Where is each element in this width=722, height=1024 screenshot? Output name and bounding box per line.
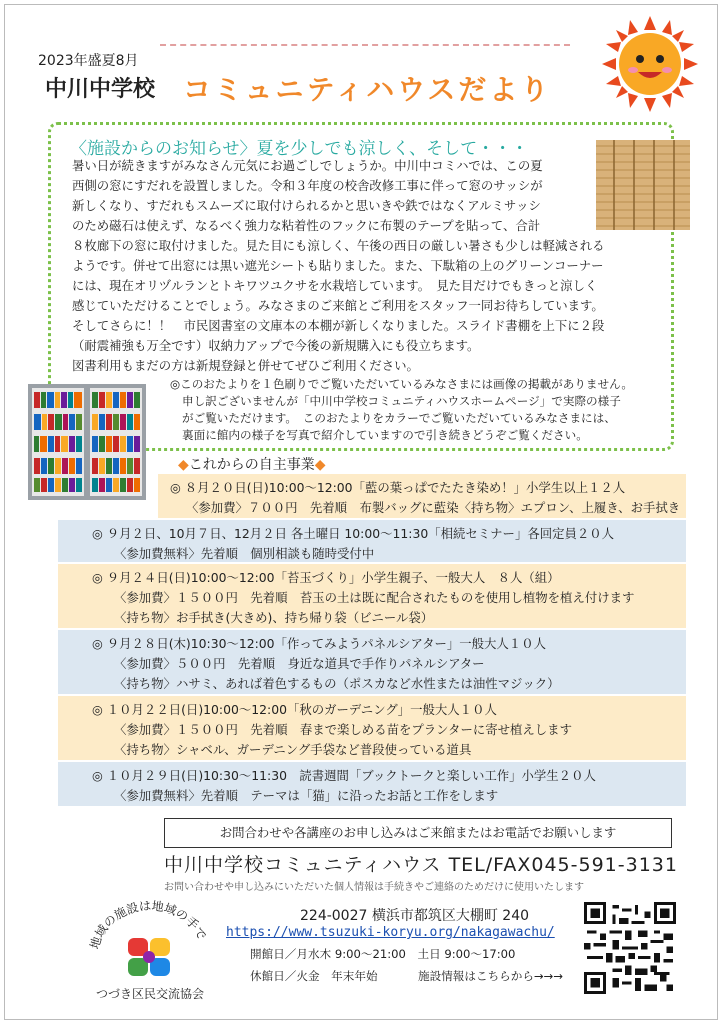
decorative-wave [160, 44, 570, 52]
notice-line: 暑い日が続きますがみなさん元気にお過ごしでしょうか。中川中コミハでは、この夏 [72, 158, 543, 173]
school-name: 中川中学校 [45, 77, 156, 102]
event-title: ◎ １０月２９日(日)10:30～11:30 読書週間「ブックトークと楽しい工作」小学生２０人 [92, 768, 596, 783]
website-link[interactable]: https://www.tsuzuki-koryu.org/nakagawachu/ [226, 925, 555, 940]
notice-line: には、現在オリヅルランとトキワツユクサを水栽培しています。 見た目だけでもきっと涼しく [72, 278, 598, 293]
opening-hours: 開館日／月水木 9:00～21:00 土日 9:00～17:00 [250, 947, 516, 961]
notice-line: ようです。併せて出窓には黒い遮光シートも貼りました。また、下駄箱の上のグリーンコーナー [72, 258, 604, 273]
privacy-note: お問い合わせや申し込みにいただいた個人情報は手続きやご連絡のためだけに使用いたします [164, 882, 584, 893]
event-title: ◎ ９月２日、10月７日、12月２日 各土曜日 10:00～11:30「相続セミナー」各回定員２０人 [92, 526, 615, 541]
contact-instructions: お問合わせや各講座のお申し込みはご来館またはお電話でお願いします [164, 818, 672, 848]
notice-line: 新しくなり、すだれもスムーズに取付けられるかと思いきや鉄ではなくアルミサッシ [72, 198, 541, 213]
qr-code[interactable] [584, 902, 676, 994]
facility-phone: 中川中学校コミュニティハウス TEL/FAX045-591-3131 [164, 854, 678, 876]
address: 224-0027 横浜市都筑区大棚町 240 [300, 908, 530, 924]
notice-line: （耐震補強も万全です）収納力アップで今後の新規購入にも役立ちます。 [72, 338, 480, 353]
facility-info-pointer: 施設情報はこちらから→→→ [418, 969, 564, 983]
association-logo [84, 898, 216, 1008]
event-detail: 〈参加費無料〉先着順 テーマは「猫」に沿ったお話と工作をします [114, 788, 499, 803]
event-detail: 〈参加費無料〉先着順 個別相談も随時受付中 [114, 546, 375, 561]
color-note-line: 申し訳ございませんが「中川中学校コミュニティハウスホームページ」で実際の様子 [182, 394, 621, 408]
notice-title: 〈施設からのお知らせ〉夏を少しでも涼しく、そして・・・ [70, 139, 529, 159]
event-detail: 〈参加費〉７００円 先着順 布製バッグに藍染〈持ち物〉エプロン、上履き、お手拭き [186, 500, 681, 515]
newsletter-title: コミュニティハウスだより [183, 73, 552, 106]
notice-line: 感じていただけることでしょう。みなさまのご来館とご利用をスタッフ一同お待ちしています。 [72, 298, 604, 313]
notice-line: のため磁石は使えず、なるべく強力な粘着性のフックに布製のテープを貼って、合計 [72, 218, 541, 233]
closed-days: 休館日／火金 年末年始 [250, 969, 378, 983]
events-heading-text: これからの自主事業 [188, 457, 315, 473]
color-note-line: ◎このおたよりを１色刷りでご覧いただいているみなさまには画像の掲載がありません。 [170, 377, 633, 391]
diamond-icon: ◆ [178, 457, 189, 473]
svg-text:地域の施設は地域の手で: 地域の施設は地域の手で [87, 898, 210, 951]
sudare-blind-image [596, 140, 690, 230]
diamond-icon: ◆ [314, 457, 326, 473]
bookshelf-image [28, 384, 146, 500]
event-detail: 〈参加費〉５００円 先着順 身近な道具で手作りパネルシアター [114, 656, 485, 671]
event-title: ◎ ８月２０日(日)10:00～12:00「藍の葉っぱでたたき染め！」小学生以上１２人 [170, 480, 626, 495]
notice-line: ８枚廊下の窓に取付けました。見た目にも涼しく、午後の西日の厳しい暑さも少しは軽減される [72, 238, 605, 253]
event-items: 〈持ち物〉お手拭き(大きめ)、持ち帰り袋（ビニール袋） [114, 610, 434, 625]
notice-line: そしてさらに！！ 市民図書室の文庫本の本棚が新しくなりました。スライド書棚を上下に２段 [72, 318, 605, 333]
issue-date: 2023年盛夏8月 [38, 53, 139, 69]
event-title: ◎ ９月２４日(日)10:00～12:00「苔玉づくり」小学生親子、一般大人 ８人（組） [92, 570, 560, 585]
sun-icon [600, 14, 700, 114]
event-title: ◎ １０月２２日(日)10:00～12:00「秋のガーデニング」一般大人１０人 [92, 702, 497, 717]
event-detail: 〈参加費〉１５００円 先着順 春まで楽しめる苗をプランターに寄せ植えします [114, 722, 572, 737]
notice-line: 図書利用もまだの方は新規登録と併せてぜひご利用ください。 [72, 358, 419, 373]
event-title: ◎ ９月２８日(木)10:30～12:00「作ってみようパネルシアター」一般大人１０人 [92, 636, 546, 651]
color-note-line: がご覧いただけます。 このおたよりをカラーでご覧いただいているみなさまには、 [182, 411, 616, 425]
svg-text:つづき区民交流協会: つづき区民交流協会 [95, 987, 205, 1001]
event-items: 〈持ち物〉ハサミ、あれば着色するもの（ポスカなど水性または油性マジック） [114, 676, 560, 691]
event-detail: 〈参加費〉１５００円 先着順 苔玉の土は既に配合されたものを使用し植物を植え付けます [114, 590, 635, 605]
events-heading [178, 454, 326, 474]
notice-line: 西側の窓にすだれを設置しました。令和３年度の校舎改修工事に伴って窓のサッシが [72, 178, 543, 193]
color-note-line: 裏面に館内の様子を写真で紹介していますので引き続きどうぞご覧ください。 [182, 428, 588, 442]
event-items: 〈持ち物〉シャベル、ガーデニング手袋など普段使っている道具 [114, 742, 472, 757]
